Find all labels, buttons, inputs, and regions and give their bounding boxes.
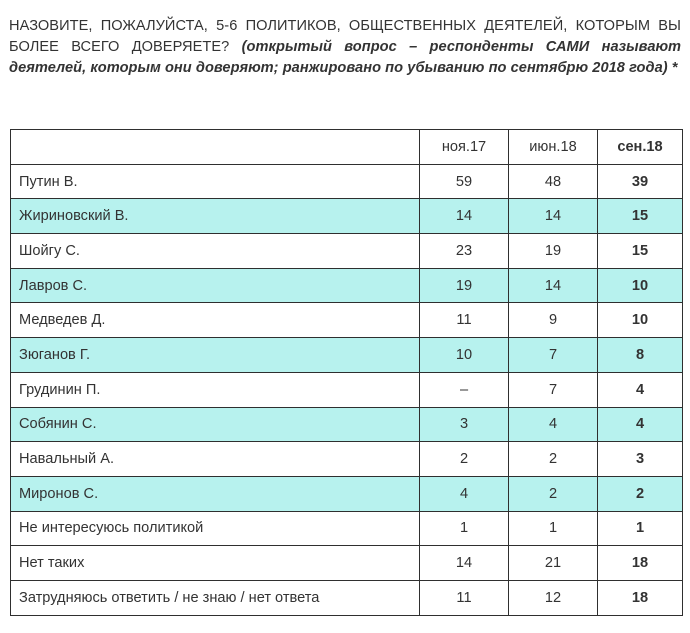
table-row: [11, 338, 683, 373]
row-value-jun-18: 7: [509, 338, 598, 373]
row-value-sep-18: 18: [598, 546, 683, 581]
table-row: [11, 164, 683, 199]
table-row: [11, 546, 683, 581]
row-name: Нет таких: [11, 546, 420, 581]
table-row: [11, 476, 683, 511]
table-row: [11, 580, 683, 615]
row-name: Не интересуюсь политикой: [11, 511, 420, 546]
row-value-jun-18: 2: [509, 442, 598, 477]
header-nov-17: ноя.17: [420, 130, 509, 165]
row-value-nov-17: 3: [420, 407, 509, 442]
header-jun-18: июн.18: [509, 130, 598, 165]
row-name: Навальный А.: [11, 442, 420, 477]
question-text: НАЗОВИТЕ, ПОЖАЛУЙСТА, 5-6 ПОЛИТИКОВ, ОБЩЕСТВЕННЫХ ДЕЯТЕЛЕЙ, КОТОРЫМ ВЫ БОЛЕЕ ВСЕГО ДОВЕРЯЕТЕ?: [9, 18, 681, 55]
row-value-sep-18: 4: [598, 372, 683, 407]
table-header-row: [11, 130, 683, 165]
row-value-jun-18: 2: [509, 476, 598, 511]
row-value-jun-18: 48: [509, 164, 598, 199]
table-row: [11, 268, 683, 303]
row-value-sep-18: 4: [598, 407, 683, 442]
row-value-sep-18: 39: [598, 164, 683, 199]
row-name: Лавров С.: [11, 268, 420, 303]
row-value-nov-17: –: [420, 372, 509, 407]
table-row: [11, 442, 683, 477]
table-row: [11, 199, 683, 234]
question-text-block: [9, 16, 681, 79]
row-name: Миронов С.: [11, 476, 420, 511]
row-value-jun-18: 1: [509, 511, 598, 546]
row-name: Медведев Д.: [11, 303, 420, 338]
row-value-sep-18: 18: [598, 580, 683, 615]
row-value-jun-18: 7: [509, 372, 598, 407]
row-value-sep-18: 15: [598, 199, 683, 234]
row-value-sep-18: 15: [598, 234, 683, 269]
row-value-jun-18: 21: [509, 546, 598, 581]
row-value-sep-18: 10: [598, 303, 683, 338]
table-row: [11, 303, 683, 338]
row-name: Собянин С.: [11, 407, 420, 442]
row-value-sep-18: 2: [598, 476, 683, 511]
row-value-jun-18: 14: [509, 268, 598, 303]
row-value-jun-18: 12: [509, 580, 598, 615]
header-name-cell: [11, 130, 420, 165]
row-name: Грудинин П.: [11, 372, 420, 407]
row-value-nov-17: 19: [420, 268, 509, 303]
table-row: [11, 372, 683, 407]
row-name: Затрудняюсь ответить / не знаю / нет ответа: [11, 580, 420, 615]
row-value-nov-17: 23: [420, 234, 509, 269]
row-value-jun-18: 14: [509, 199, 598, 234]
row-value-sep-18: 8: [598, 338, 683, 373]
row-value-sep-18: 1: [598, 511, 683, 546]
row-name: Путин В.: [11, 164, 420, 199]
row-value-nov-17: 59: [420, 164, 509, 199]
question-note: (открытый вопрос – респонденты САМИ называют деятелей, которым они доверяют; ранжировано по убыванию по сентябрю 2018 года) *: [9, 39, 681, 76]
row-name: Шойгу С.: [11, 234, 420, 269]
table-row: [11, 511, 683, 546]
row-name: Зюганов Г.: [11, 338, 420, 373]
row-value-nov-17: 14: [420, 546, 509, 581]
row-value-nov-17: 14: [420, 199, 509, 234]
row-value-sep-18: 10: [598, 268, 683, 303]
table-row: [11, 407, 683, 442]
row-name: Жириновский В.: [11, 199, 420, 234]
row-value-sep-18: 3: [598, 442, 683, 477]
row-value-nov-17: 11: [420, 580, 509, 615]
row-value-nov-17: 4: [420, 476, 509, 511]
results-table: [10, 129, 683, 616]
row-value-jun-18: 19: [509, 234, 598, 269]
row-value-nov-17: 11: [420, 303, 509, 338]
row-value-nov-17: 1: [420, 511, 509, 546]
header-sep-18: сен.18: [598, 130, 683, 165]
row-value-nov-17: 10: [420, 338, 509, 373]
row-value-nov-17: 2: [420, 442, 509, 477]
row-value-jun-18: 4: [509, 407, 598, 442]
table-row: [11, 234, 683, 269]
row-value-jun-18: 9: [509, 303, 598, 338]
